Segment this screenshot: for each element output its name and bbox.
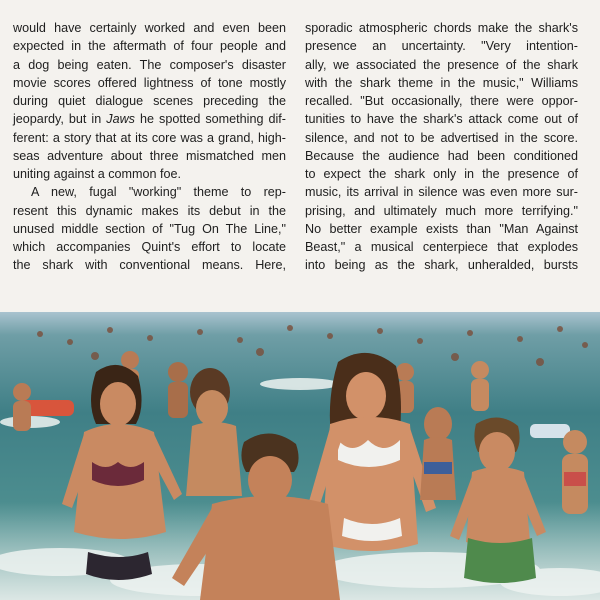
text-line: resent this dynamic makes its debut in the [13,203,286,218]
text-line: which accompanies Quint's effort to locate [13,240,286,254]
text-line: unused middle section of "Tug On The Line," [13,221,286,236]
text-line: music, its arrival in silence was even more sur- [305,185,578,200]
article-left-column [13,19,286,275]
text-line: ally, we associated the presence of the shark [305,57,578,72]
text-line: sporadic atmospheric chords make the shark's [305,21,578,35]
text-line: to expect the shark only in the presence of [305,167,578,181]
article-right-column [305,19,578,275]
text-line: with the shark theme in the music," Williams [305,75,578,90]
text-line: presence an uncertainty. "Very intention- [305,39,578,54]
text-line: seas adventure about three mismatched men [13,148,286,163]
text-line: silence, and not to be advertised in the score. [305,130,578,145]
text-line: tunities to have the shark's attack come out of [305,112,578,127]
film-title: Jaws [106,112,135,127]
text-line: jeopardy, but in Jaws he spotted something dif- [13,112,286,127]
text-line: ferent: a story that at its core was a grand, high- [13,130,286,145]
text-line: would have certainly worked and even been [13,21,286,35]
text-line: expected in the aftermath of four people and [13,39,286,54]
text-line: A new, fugal "working" theme to rep- [31,185,286,200]
text-line: during quiet dialogue scenes preceding the [13,94,286,108]
beach-crowd-photo [0,312,600,600]
text-line: prising, and ultimately much more terrifying." [305,203,578,218]
text-line: uniting against a common foe. [13,167,182,181]
text-line: movie scores offered lightness of tone mostly [13,75,286,90]
beach-crowd-illustration [0,312,600,600]
text-line: a dog being eaten. The composer's disaster [13,57,286,72]
text-line: Beast," a musical centerpiece that explodes [305,240,578,254]
text-line: the shark with conventional means. Here, [13,258,286,273]
text-line: into being as the shark, unheralded, bursts [305,258,578,273]
text-line: Because the audience had been conditioned [305,148,578,163]
text-line: No better example exists than "Man Against [305,221,578,236]
text-line: recalled. "But occasionally, there were oppor- [305,94,578,108]
